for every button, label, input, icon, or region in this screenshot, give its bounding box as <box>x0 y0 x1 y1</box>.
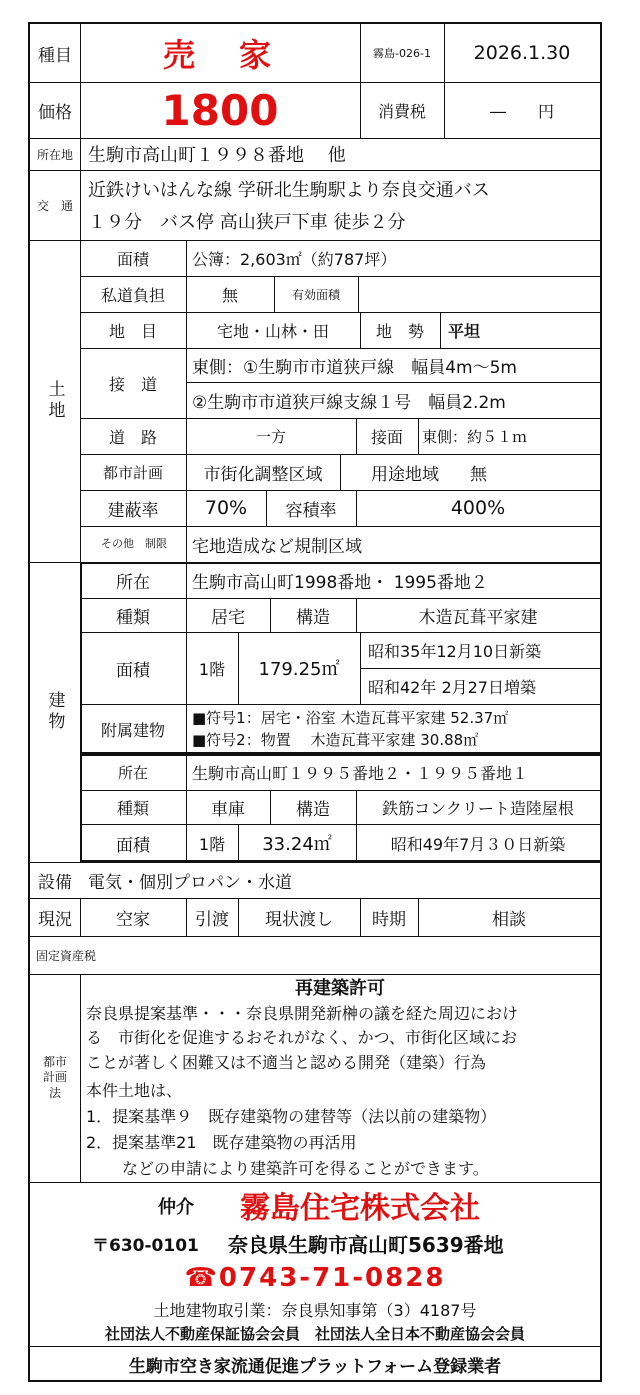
land-area-label: 面積 <box>116 249 149 269</box>
terrain-value: 平坦 <box>448 321 481 341</box>
private-road-value: 無 <box>221 285 238 305</box>
urban-law-title: 再建築許可 <box>295 978 385 999</box>
tax-label: 消費税 <box>377 101 426 121</box>
effective-area-label: 有効面積 <box>291 287 340 302</box>
urban-law-line7: などの申請により建築許可を得ることができます。 <box>122 1158 489 1178</box>
building-coverage-value: 70% <box>204 497 248 519</box>
floor-area-ratio-label: 容積率 <box>285 500 337 521</box>
city-plan-label: 都市計画 <box>102 463 163 482</box>
building2-structure-value: 鉄筋コンクリート造陸屋根 <box>382 798 574 818</box>
urban-law-line2: る 市街化を促進するおそれがなく、かつ、市街化区域にお <box>86 1027 518 1047</box>
annex-line2: ■符号2：物置 木造瓦葺平家建 30.88㎡ <box>192 730 479 749</box>
urban-law-line3: ことが著しく困難又は不適当と認める開発（建築）行為 <box>86 1052 487 1072</box>
listing-type: 売 家 <box>162 36 277 74</box>
other-restrictions-value: 宅地造成など規制区域 <box>192 536 362 557</box>
transport-line1: 近鉄けいはんな線 学研北生駒駅より奈良交通バス <box>88 180 490 201</box>
building2-built-date: 昭和49年7月３０日新築 <box>390 834 566 854</box>
building-coverage-label: 建蔽率 <box>107 500 159 521</box>
building2-structure-label: 構造 <box>296 799 330 820</box>
land-area-value: 公簿：2,603㎡（約787坪） <box>192 249 397 269</box>
company-name: 霧島住宅株式会社 <box>240 1191 480 1226</box>
frontage-label: 接面 <box>370 427 403 447</box>
land-category-value: 宅地・山林・田 <box>216 321 329 341</box>
building1-structure-label: 構造 <box>296 607 330 628</box>
postal-code: 〒630-0101 <box>92 1235 199 1256</box>
transport-label: 交 通 <box>36 198 73 213</box>
tax-value: ― 円 <box>489 101 554 121</box>
association-memberships: 社団法人不動産保証協会会員 社団法人全日本不動産協会会員 <box>104 1324 525 1343</box>
building2-floor: 1階 <box>198 834 226 854</box>
building1-kind-label: 種類 <box>116 607 150 628</box>
urban-law-line6: 2．提案基準21 既存建築物の再活用 <box>86 1132 357 1152</box>
property-tax-label: 固定資産税 <box>36 948 97 963</box>
location-label: 所在地 <box>36 147 73 162</box>
timing-label: 時期 <box>372 909 406 930</box>
price-value: 1800 <box>161 85 279 135</box>
road-access-label: 接 道 <box>108 374 157 394</box>
timing-value: 相談 <box>492 909 526 930</box>
property-flyer <box>28 22 602 1382</box>
urban-law-label: 都市計画法 <box>42 1054 67 1100</box>
status-label: 現況 <box>38 909 72 930</box>
city-plan-value: 市街化調整区域 <box>203 464 323 485</box>
land-category-label: 地 目 <box>108 321 157 341</box>
listing-date: 2026.1.30 <box>473 42 571 64</box>
facilities-value: 電気・個別プロパン・水道 <box>88 872 292 893</box>
broker-label: 仲介 <box>158 1197 194 1218</box>
building1-floor: 1階 <box>198 659 226 679</box>
road-access-line1: 東側：①生駒市市道狭戸線 幅員4m～5m <box>192 357 517 378</box>
other-restrictions-label: その他 制限 <box>101 537 167 551</box>
status-value: 空家 <box>116 909 150 930</box>
platform-registration: 生駒市空き家流通促進プラットフォーム登録業者 <box>128 1356 502 1377</box>
floor-area-ratio-value: 400% <box>450 497 506 519</box>
building2-location-value: 生駒市高山町１９９５番地２・１９９５番地１ <box>192 763 529 783</box>
type-label: 種目 <box>38 45 72 66</box>
handover-value: 現状渡し <box>265 909 333 930</box>
building2-area-value: 33.24㎡ <box>262 834 332 855</box>
building1-area-value: 179.25㎡ <box>258 659 340 680</box>
private-road-label: 私道負担 <box>100 285 165 305</box>
road-type-label: 道 路 <box>108 427 157 447</box>
land-label: 土地 <box>44 380 65 422</box>
phone-number[interactable]: ☎0743-71-0828 <box>184 1263 446 1293</box>
building1-location-label: 所在 <box>116 572 150 593</box>
urban-law-line5: 1．提案基準９ 既存建築物の建替等（法以前の建築物） <box>86 1106 497 1126</box>
facilities-label: 設備 <box>38 872 72 893</box>
zoning-label: 用途地域 <box>371 464 439 485</box>
terrain-label: 地 勢 <box>375 321 424 341</box>
building2-area-label: 面積 <box>116 835 150 856</box>
building2-location-label: 所在 <box>117 763 148 782</box>
road-access-line2: ②生駒市市道狭戸線支線１号 幅員2.2m <box>192 392 506 413</box>
zoning-value: 無 <box>470 464 487 485</box>
frontage-value: 東側：約５１ｍ <box>422 427 528 446</box>
building1-area-label: 面積 <box>116 660 150 681</box>
urban-law-line1: 奈良県提案基準・・・奈良県開発新榊の議を経た周辺におけ <box>86 1003 519 1023</box>
broker-license: 土地建物取引業：奈良県知事第（3）4187号 <box>153 1300 477 1320</box>
price-label: 価格 <box>38 102 72 123</box>
building1-structure-value: 木造瓦葺平家建 <box>418 607 538 628</box>
handover-label: 引渡 <box>195 909 229 930</box>
urban-law-line4: 本件土地は、 <box>86 1080 183 1100</box>
building1-extension-date: 昭和42年 2月27日増築 <box>368 677 536 697</box>
building2-kind-label: 種類 <box>116 798 149 818</box>
reference-number: 霧島-026-1 <box>373 47 431 60</box>
annex-label: 附属建物 <box>100 720 165 740</box>
building2-kind-value: 車庫 <box>211 799 245 820</box>
annex-line1: ■符号1：居宅・浴室 木造瓦葺平家建 52.37㎡ <box>192 708 509 727</box>
building-label: 建物 <box>44 691 65 733</box>
company-address: 奈良県生駒市高山町5639番地 <box>228 1232 504 1257</box>
building1-built-date: 昭和35年12月10日新築 <box>368 641 542 661</box>
building1-kind-value: 居宅 <box>211 607 245 628</box>
transport-line2: １９分 バス停 高山狭戸下車 徒歩２分 <box>88 212 406 233</box>
location-value: 生駒市高山町１９９８番地 他 <box>88 145 346 166</box>
building1-location-value: 生駒市高山町1998番地・ 1995番地２ <box>192 572 488 593</box>
road-type-value: 一方 <box>255 427 286 446</box>
